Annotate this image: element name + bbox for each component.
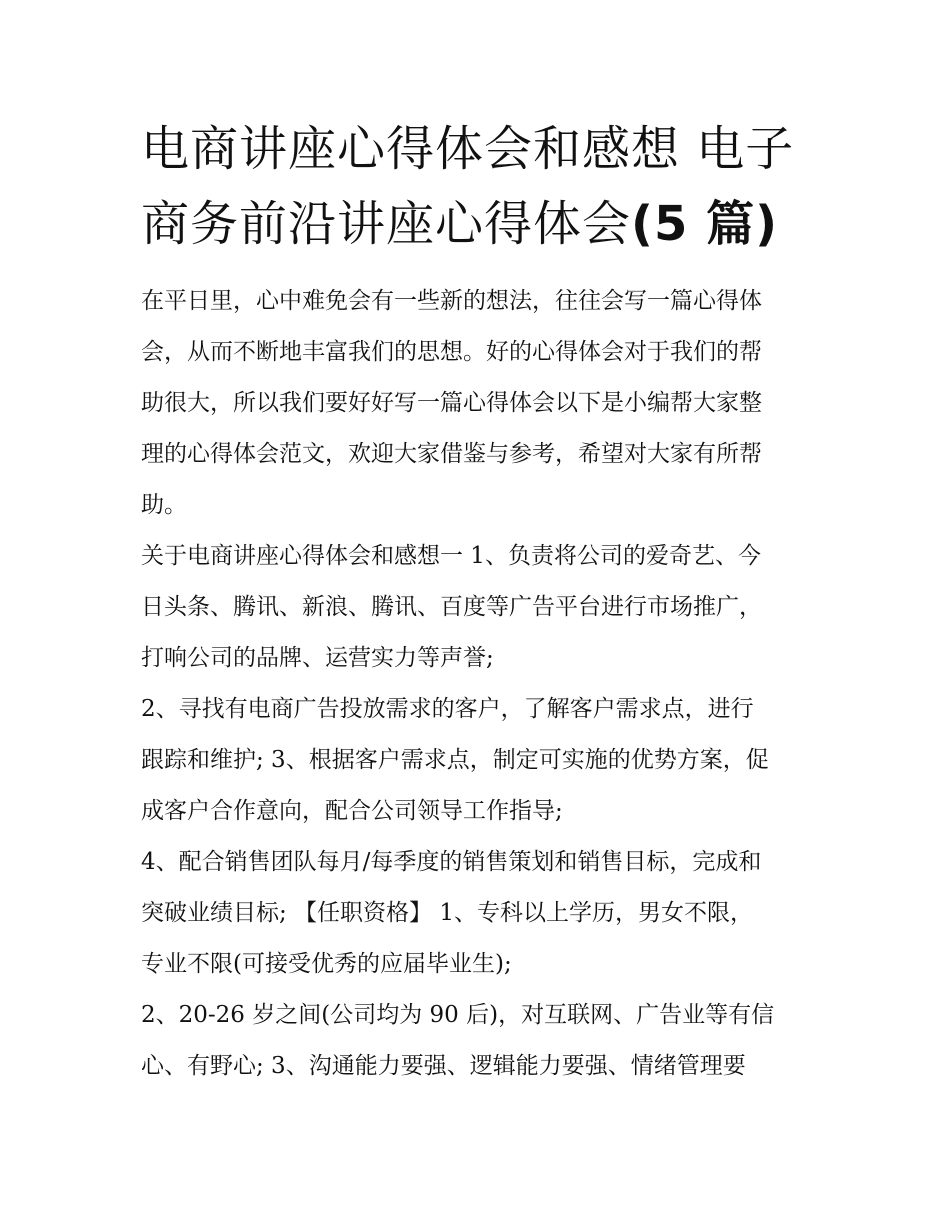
paragraph-line: 助。 [141,492,187,518]
document-body [141,276,821,1092]
paragraph-line: 专业不限(可接受优秀的应届毕业生); [141,951,512,977]
paragraph-line: 心、有野心; 3、沟通能力要强、逻辑能力要强、情绪管理要 [141,1053,746,1079]
paragraph-line: 关于电商讲座心得体会和感想一 1、负责将公司的爱奇艺、今 [141,543,761,569]
paragraph-item-4 [141,837,821,990]
title-line-2 [141,187,821,262]
paragraph-line: 成客户合作意向，配合公司领导工作指导; [141,798,563,824]
document-title [141,112,821,262]
title-count: (5 篇) [631,196,779,252]
paragraph-section-1 [141,531,821,684]
paragraph-line: 突破业绩目标; 【任职资格】 1、专科以上学历，男女不限， [141,900,754,926]
paragraph-line: 在平日里，心中难免会有一些新的想法，往往会写一篇心得体 [141,288,762,314]
paragraph-item-2 [141,684,821,837]
paragraph-requirements-2 [141,990,821,1092]
title-line-1: 电商讲座心得体会和感想 电子 [141,121,795,177]
paragraph-line: 日头条、腾讯、新浪、腾讯、百度等广告平台进行市场推广， [141,594,762,620]
paragraph-line: 理的心得体会范文，欢迎大家借鉴与参考，希望对大家有所帮 [141,441,762,467]
paragraph-line: 4、配合销售团队每月/每季度的销售策划和销售目标，完成和 [141,849,762,875]
paragraph-line: 打响公司的品牌、运营实力等声誉; [141,645,494,671]
title-line-2-text: 商务前沿讲座心得体会 [141,196,632,252]
paragraph-intro [141,276,821,531]
paragraph-line: 会，从而不断地丰富我们的思想。好的心得体会对于我们的帮 [141,339,762,365]
paragraph-line: 助很大，所以我们要好好写一篇心得体会以下是小编帮大家整 [141,390,762,416]
paragraph-line: 2、寻找有电商广告投放需求的客户，了解客户需求点，进行 [141,696,754,722]
paragraph-line: 2、20-26 岁之间(公司均为 90 后)，对互联网、广告业等有信 [141,1002,775,1028]
paragraph-line: 跟踪和维护; 3、根据客户需求点，制定可实施的优势方案，促 [141,747,769,773]
